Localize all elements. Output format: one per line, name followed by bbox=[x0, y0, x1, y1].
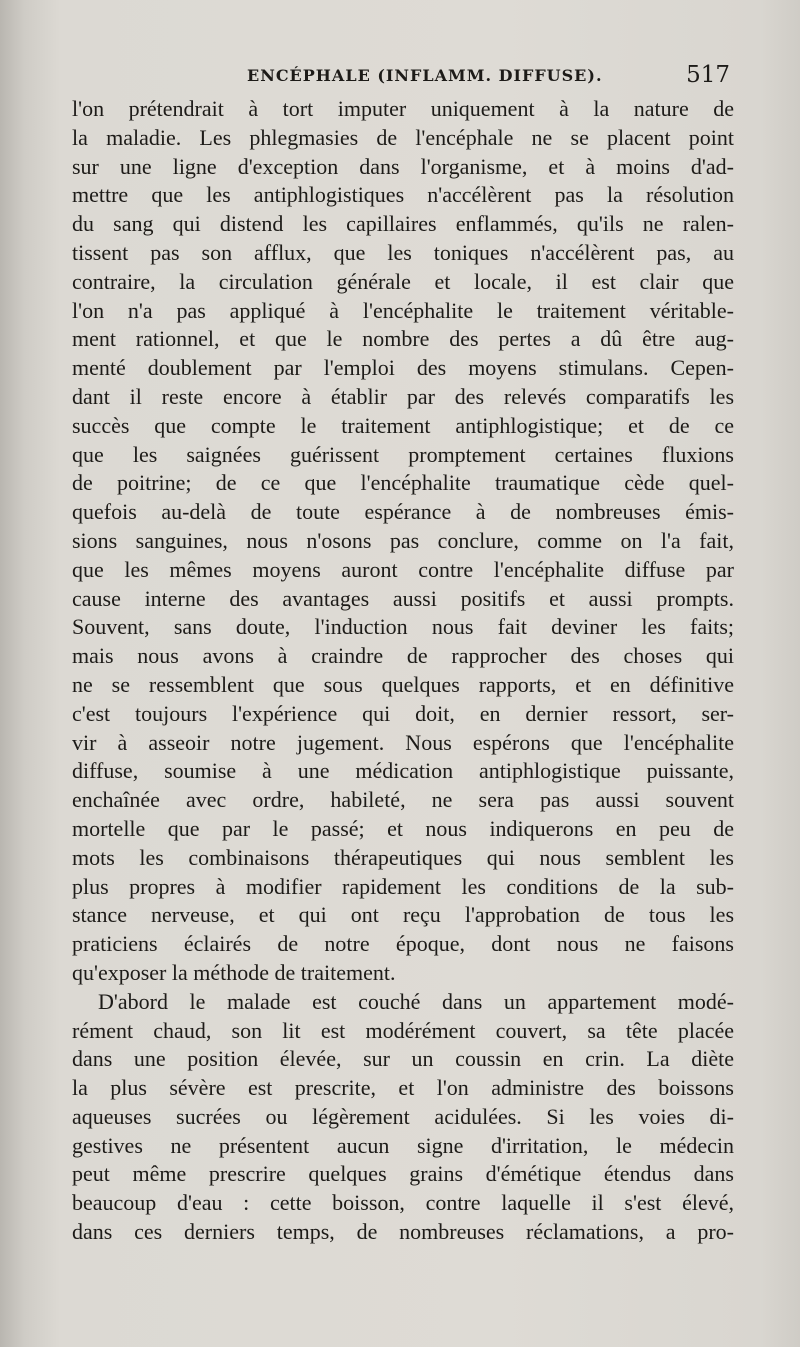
text-line: ment rationnel, et que le nombre des pertes a dû être aug- bbox=[72, 326, 734, 352]
text-line: succès que compte le traitement antiphlogistique; et de ce bbox=[72, 412, 734, 438]
text-line: D'abord le malade est couché dans un appartement modé- bbox=[98, 988, 734, 1014]
text-line: aqueuses sucrées ou légèrement acidulées. Si les voies di- bbox=[72, 1103, 734, 1129]
text-line: vir à asseoir notre jugement. Nous espérons que l'encéphalite bbox=[72, 729, 734, 755]
text-line: mettre que les antiphlogistiques n'accélèrent pas la résolution bbox=[72, 182, 734, 208]
text-line: ne se ressemblent que sous quelques rapports, et en définitive bbox=[72, 671, 734, 697]
text-line: que les mêmes moyens auront contre l'encéphalite diffuse par bbox=[72, 556, 734, 582]
text-line: Souvent, sans doute, l'induction nous fait deviner les faits; bbox=[72, 614, 734, 640]
running-head: ENCÉPHALE (INFLAMM. DIFFUSE). bbox=[247, 66, 603, 85]
text-line: dant il reste encore à établir par des relevés comparatifs les bbox=[72, 383, 734, 409]
text-line: du sang qui distend les capillaires enflammés, qu'ils ne ralen- bbox=[72, 211, 734, 237]
text-line: de poitrine; de ce que l'encéphalite traumatique cède quel- bbox=[72, 470, 734, 496]
text-line: enchaînée avec ordre, habileté, ne sera pas aussi souvent bbox=[72, 787, 734, 813]
text-line: dans ces derniers temps, de nombreuses réclamations, a pro- bbox=[72, 1219, 734, 1245]
text-line: praticiens éclairés de notre époque, dont nous ne faisons bbox=[72, 931, 734, 957]
text-line: mais nous avons à craindre de rapprocher des choses qui bbox=[72, 643, 734, 669]
text-line: diffuse, soumise à une médication antiphlogistique puissante, bbox=[72, 758, 734, 784]
text-line: l'on n'a pas appliqué à l'encéphalite le traitement véritable- bbox=[72, 297, 734, 323]
text-line: peut même prescrire quelques grains d'émétique étendus dans bbox=[72, 1161, 734, 1187]
text-line: sions sanguines, nous n'osons pas conclure, comme on l'a fait, bbox=[72, 527, 734, 553]
text-line: plus propres à modifier rapidement les conditions de la sub- bbox=[72, 873, 734, 899]
text-line: la maladie. Les phlegmasies de l'encéphale ne se placent point bbox=[72, 124, 734, 150]
text-line: dans une position élevée, sur un coussin en crin. La diète bbox=[72, 1046, 734, 1072]
text-line: mots les combinaisons thérapeutiques qui nous semblent les bbox=[72, 844, 734, 870]
text-line: contraire, la circulation générale et locale, il est clair que bbox=[72, 268, 734, 294]
text-line: quefois au-delà de toute espérance à de nombreuses émis- bbox=[72, 499, 734, 525]
text-line: qu'exposer la méthode de traitement. bbox=[72, 959, 396, 985]
text-line: cause interne des avantages aussi positifs et aussi prompts. bbox=[72, 585, 734, 611]
body-text bbox=[72, 95, 734, 1247]
text-line: que les saignées guérissent promptement certaines fluxions bbox=[72, 441, 734, 467]
text-line: la plus sévère est prescrite, et l'on administre des boissons bbox=[72, 1075, 734, 1101]
page-number: 517 bbox=[686, 62, 730, 88]
text-line: sur une ligne d'exception dans l'organisme, et à moins d'ad- bbox=[72, 153, 734, 179]
text-line: gestives ne présentent aucun signe d'irritation, le médecin bbox=[72, 1132, 734, 1158]
text-line: l'on prétendrait à tort imputer uniquement à la nature de bbox=[72, 96, 734, 121]
text-line: menté doublement par l'emploi des moyens stimulans. Cepen- bbox=[72, 355, 734, 381]
text-line: mortelle que par le passé; et nous indiquerons en peu de bbox=[72, 815, 734, 841]
text-line: beaucoup d'eau : cette boisson, contre laquelle il s'est élevé, bbox=[72, 1190, 734, 1216]
text-line: tissent pas son afflux, que les toniques n'accélèrent pas, au bbox=[72, 239, 734, 265]
page-header bbox=[72, 62, 732, 96]
text-line: c'est toujours l'expérience qui doit, en dernier ressort, ser- bbox=[72, 700, 734, 726]
text-line: rément chaud, son lit est modérément couvert, sa tête placée bbox=[72, 1017, 734, 1043]
text-line: stance nerveuse, et qui ont reçu l'approbation de tous les bbox=[72, 902, 734, 928]
